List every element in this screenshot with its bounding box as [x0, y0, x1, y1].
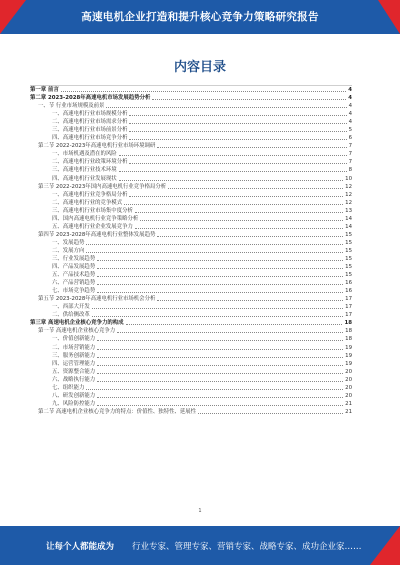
toc-entry-page: 16	[345, 288, 352, 295]
toc-leader-dots	[97, 373, 343, 374]
toc-entry[interactable]	[30, 166, 352, 174]
toc-entry-page: 17	[345, 312, 352, 319]
toc-entry-label: 第四节 2023-2028年高速电机行业整体发展趋势	[38, 231, 156, 238]
toc-entry[interactable]	[30, 335, 352, 343]
toc-leader-dots	[92, 316, 343, 317]
toc-entry[interactable]	[30, 384, 352, 392]
toc-entry[interactable]	[30, 287, 352, 295]
toc-entry-label: 一、市场机遇及潜在的风险	[52, 151, 117, 158]
toc-entry-page: 17	[345, 296, 352, 303]
toc-entry-label: 七、市场竞争趋势	[52, 288, 96, 295]
toc-leader-dots	[86, 252, 343, 253]
toc-entry[interactable]	[30, 311, 352, 319]
toc-entry-page: 18	[345, 336, 352, 343]
toc-entry[interactable]	[30, 102, 352, 110]
toc-entry-label: 二、高速电机行业政策环境分析	[52, 159, 128, 166]
toc-entry-page: 4	[348, 95, 352, 102]
footer-slogan	[46, 540, 362, 552]
page-header-banner	[0, 0, 400, 34]
toc-entry-label: 四、运营管理能力	[52, 360, 96, 367]
report-title: 高速电机企业打造和提升核心竞争力策略研究报告	[81, 11, 319, 23]
toc-entry-label: 三、高速电机行业市场集中度分析	[52, 207, 133, 214]
toc-entry-label: 四、国内高速电机行业竞争策略分析	[52, 215, 139, 222]
toc-entry-label: 三、行业发展趋势	[52, 255, 96, 262]
toc-leader-dots	[129, 139, 346, 140]
toc-entry-label: 二、高速电机行业市场需求分析	[52, 119, 128, 126]
toc-leader-dots	[97, 340, 343, 341]
toc-entry-label: 六、战略执行能力	[52, 376, 96, 383]
toc-entry[interactable]	[30, 150, 352, 158]
page-number: 1	[198, 508, 202, 514]
toc-entry-label: 第三章 高速电机企业核心竞争力的构成	[30, 320, 124, 327]
toc-leader-dots	[129, 196, 343, 197]
toc-entry[interactable]	[30, 247, 352, 255]
toc-leader-dots	[135, 212, 343, 213]
toc-entry-label: 第二节 高速电机企业核心竞争力的特点：价值性、独特性、延展性	[38, 408, 197, 415]
toc-entry-page: 13	[345, 207, 352, 214]
toc-entry-label: 三、服务创新能力	[52, 352, 96, 359]
toc-entry-label: 二、高速电机行业的竞争模式	[52, 199, 123, 206]
toc-entry-page: 20	[345, 376, 352, 383]
toc-entry-label: 三、高速电机行业技术环境	[52, 167, 117, 174]
toc-entry-page: 17	[345, 304, 352, 311]
toc-entry[interactable]	[30, 263, 352, 271]
toc-entry[interactable]	[30, 223, 352, 231]
toc-entry-label: 五、高速电机行业企业发展竞争力	[52, 223, 133, 230]
toc-leader-dots	[97, 260, 343, 261]
table-of-contents	[30, 86, 352, 416]
toc-leader-dots	[119, 180, 343, 181]
toc-entry-page: 18	[344, 320, 352, 327]
toc-entry[interactable]	[30, 360, 352, 368]
toc-leader-dots	[126, 324, 343, 325]
toc-entry[interactable]	[30, 303, 352, 311]
toc-entry-page: 12	[345, 199, 352, 206]
toc-entry-page: 15	[345, 239, 352, 246]
toc-entry[interactable]	[30, 191, 352, 199]
toc-entry-label: 八、研发创新能力	[52, 392, 96, 399]
toc-entry[interactable]	[30, 142, 352, 150]
toc-entry-page: 6	[348, 135, 352, 142]
toc-entry-label: 一、价值创新能力	[52, 336, 96, 343]
toc-entry-page: 15	[345, 247, 352, 254]
toc-entry[interactable]	[30, 110, 352, 118]
toc-entry[interactable]	[30, 239, 352, 247]
toc-leader-dots	[97, 365, 343, 366]
toc-entry-page: 16	[345, 280, 352, 287]
toc-entry-page: 19	[345, 360, 352, 367]
toc-entry[interactable]	[30, 319, 352, 327]
toc-leader-dots	[97, 357, 343, 358]
toc-entry-label: 一、高速电机行业竞争格局分析	[52, 191, 128, 198]
toc-entry[interactable]	[30, 158, 352, 166]
toc-entry-label: 一、发展趋势	[52, 239, 85, 246]
toc-leader-dots	[97, 268, 343, 269]
toc-entry[interactable]	[30, 207, 352, 215]
toc-leader-dots	[86, 244, 343, 245]
toc-entry-label: 第一节 高速电机企业核心竞争力	[38, 328, 116, 335]
toc-entry-page: 14	[345, 223, 352, 230]
toc-entry-page: 5	[348, 127, 352, 134]
toc-leader-dots	[140, 220, 343, 221]
toc-entry-page: 4	[348, 87, 352, 93]
toc-leader-dots	[119, 155, 347, 156]
toc-entry[interactable]	[30, 392, 352, 400]
toc-entry[interactable]	[30, 134, 352, 142]
toc-entry[interactable]	[30, 199, 352, 207]
toc-leader-dots	[135, 228, 343, 229]
toc-entry-label: 四、高速电机行业市场竞争分析	[52, 135, 128, 142]
toc-entry[interactable]	[30, 295, 352, 303]
toc-entry-page: 15	[345, 272, 352, 279]
toc-entry-page: 21	[345, 408, 352, 415]
toc-entry-page: 10	[345, 175, 352, 182]
toc-leader-dots	[97, 405, 343, 406]
toc-leader-dots	[157, 147, 346, 148]
toc-entry-page: 15	[345, 255, 352, 262]
toc-entry-label: 七、组织能力	[52, 384, 85, 391]
toc-entry[interactable]	[30, 344, 352, 352]
toc-entry-label: 九、风险防控能力	[52, 400, 96, 407]
toc-leader-dots	[86, 389, 343, 390]
toc-entry-label: 第三节 2022-2023年国内高速电机行业竞争格局分析	[38, 183, 167, 190]
toc-entry[interactable]	[30, 400, 352, 408]
toc-entry[interactable]	[30, 94, 352, 102]
toc-entry[interactable]	[30, 118, 352, 126]
toc-entry-page: 7	[348, 159, 352, 166]
toc-entry-label: 第五节 2023-2028年高速电机行业市场机会分析	[38, 296, 156, 303]
footer-slogan-rest: 行业专家、管理专家、营销专家、战略专家、成功企业家……	[132, 542, 362, 552]
toc-entry[interactable]	[30, 271, 352, 279]
toc-entry-label: 五、产品技术趋势	[52, 272, 96, 279]
toc-entry[interactable]	[30, 126, 352, 134]
toc-leader-dots	[157, 300, 343, 301]
toc-leader-dots	[129, 163, 346, 164]
toc-leader-dots	[152, 99, 346, 100]
toc-entry[interactable]	[30, 352, 352, 360]
toc-entry-page: 15	[345, 264, 352, 271]
toc-leader-dots	[129, 131, 346, 132]
toc-heading: 内容目录	[173, 60, 226, 75]
toc-leader-dots	[92, 308, 343, 309]
toc-entry-label: 一、高速电机行业市场规模分析	[52, 111, 128, 118]
toc-entry-page: 19	[345, 344, 352, 351]
toc-entry-page: 8	[348, 167, 352, 174]
toc-entry[interactable]	[30, 175, 352, 183]
toc-entry[interactable]	[30, 215, 352, 223]
toc-leader-dots	[97, 349, 343, 350]
footer-slogan-lead: 让每个人都能成为	[46, 542, 115, 552]
toc-leader-dots	[157, 236, 343, 237]
toc-entry-page: 20	[345, 368, 352, 375]
toc-entry-label: 四、产品发展趋势	[52, 264, 96, 271]
toc-leader-dots	[106, 107, 346, 108]
toc-leader-dots	[61, 91, 346, 92]
toc-entry-label: 第二节 2022-2023年高速电机行业市场环境调研	[38, 143, 156, 150]
toc-leader-dots	[129, 123, 346, 124]
toc-entry-page: 4	[348, 103, 352, 110]
toc-entry-label: 第二章 2023-2028年高速电机市场发展趋势分析	[30, 95, 151, 102]
toc-entry[interactable]	[30, 255, 352, 263]
footer-red-accent	[370, 526, 400, 565]
toc-entry-page: 7	[348, 143, 352, 150]
toc-entry[interactable]	[30, 183, 352, 191]
toc-leader-dots	[97, 284, 343, 285]
toc-entry-label: 二、市场营销能力	[52, 344, 96, 351]
toc-leader-dots	[129, 115, 346, 116]
toc-entry[interactable]	[30, 327, 352, 335]
toc-entry-page: 20	[345, 384, 352, 391]
toc-entry[interactable]	[30, 376, 352, 384]
toc-leader-dots	[198, 413, 343, 414]
toc-entry-page: 14	[345, 215, 352, 222]
toc-entry-label: 五、资源整合能力	[52, 368, 96, 375]
toc-leader-dots	[97, 276, 343, 277]
toc-entry-page: 21	[345, 400, 352, 407]
toc-entry-label: 一、西部大开发	[52, 304, 90, 311]
toc-entry-page: 20	[345, 392, 352, 399]
toc-entry-page: 19	[345, 352, 352, 359]
toc-entry-page: 12	[345, 191, 352, 198]
toc-entry-page: 15	[345, 231, 352, 238]
toc-leader-dots	[119, 171, 347, 172]
toc-leader-dots	[168, 188, 343, 189]
toc-entry-label: 三、高速电机行业市场前景分析	[52, 127, 128, 134]
toc-entry-page: 18	[345, 328, 352, 335]
toc-leader-dots	[117, 332, 343, 333]
toc-leader-dots	[97, 397, 343, 398]
toc-entry-label: 四、高速电机行业发展现状	[52, 175, 117, 182]
toc-entry-page: 4	[348, 119, 352, 126]
toc-entry-label: 二、供给侧改革	[52, 312, 90, 319]
toc-entry-label: 一、节 行业市场规模及前景	[38, 103, 105, 110]
toc-leader-dots	[97, 381, 343, 382]
toc-entry-page: 4	[348, 111, 352, 118]
page-footer-banner	[0, 526, 400, 565]
toc-entry[interactable]	[30, 368, 352, 376]
toc-leader-dots	[97, 292, 343, 293]
toc-entry-label: 六、产品营销趋势	[52, 280, 96, 287]
toc-entry-page: 7	[348, 151, 352, 158]
toc-entry[interactable]	[30, 231, 352, 239]
toc-entry[interactable]	[30, 408, 352, 416]
toc-entry[interactable]	[30, 86, 352, 94]
toc-entry-page: 12	[345, 183, 352, 190]
toc-leader-dots	[124, 204, 343, 205]
toc-entry[interactable]	[30, 279, 352, 287]
toc-entry-label: 第一章 前言	[30, 87, 59, 93]
toc-entry-label: 二、发展方向	[52, 247, 85, 254]
